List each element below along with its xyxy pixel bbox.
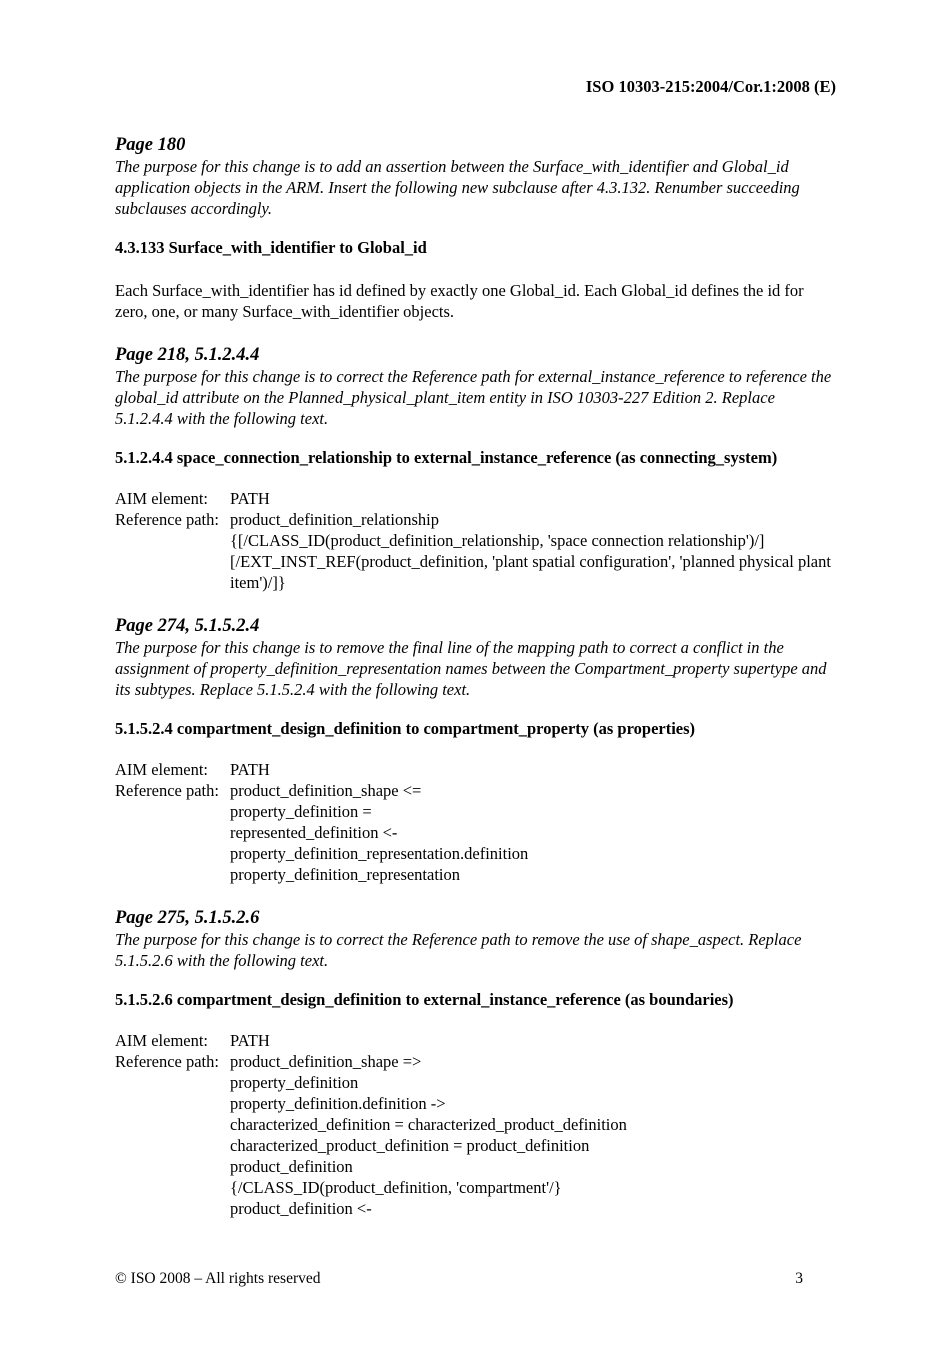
clause-title: 5.1.5.2.4 compartment_design_definition to compartment_property (as properties) [115,719,696,738]
aim-element-row [115,488,835,509]
change-section-page-275 [115,907,835,1219]
reference-path-line: {/CLASS_ID(product_definition, 'compartment'/} [230,1178,562,1197]
reference-path-line: property_definition_representation [230,865,461,884]
reference-path-row [115,1051,835,1072]
change-section-page-180 [115,134,835,322]
page-footer [115,1268,803,1289]
aim-element-label: AIM element: [115,760,209,779]
mapping-block [115,1030,835,1219]
clause-title: 5.1.2.4.4 space_connection_relationship to external_instance_reference (as connecting_system) [115,448,778,467]
reference-path-line: property_definition [230,1073,359,1092]
document-content [115,134,835,1219]
clause-body: Each Surface_with_identifier has id defined by exactly one Global_id. Each Global_id defines the id for zero, one, or many Surface_with_identifier objects. [115,281,804,321]
change-page-ref: Page 275, 5.1.5.2.6 [115,908,260,928]
aim-element-label: AIM element: [115,1031,209,1050]
reference-path-line: product_definition [230,1157,353,1176]
reference-path-line: product_definition_relationship [230,510,439,529]
change-section-page-274 [115,615,835,885]
change-purpose: The purpose for this change is to remove the final line of the mapping path to correct a conflict in the assignment of property_definition_representation names between the Compartment_property supertype and its subtypes. Replace 5.1.5.2.4 with the following text. [115,638,827,699]
mapping-block [115,759,835,885]
aim-element-row [115,759,835,780]
change-purpose: The purpose for this change is to add an assertion between the Surface_with_identifier and Global_id application objects in the ARM. Insert the following new subclause after 4.3.132. Renumber succeeding subclauses accordingly. [115,157,800,218]
reference-path-line: characterized_definition = characterized_product_definition [230,1115,627,1134]
reference-path-line: product_definition <- [230,1199,372,1218]
reference-path-label: Reference path: [115,510,219,529]
clause-title: 4.3.133 Surface_with_identifier to Global_id [115,238,427,257]
reference-path-label: Reference path: [115,1052,219,1071]
change-purpose: The purpose for this change is to correct the Reference path to remove the use of shape_aspect. Replace 5.1.5.2.6 with the following text. [115,930,802,970]
change-page-ref: Page 218, 5.1.2.4.4 [115,345,260,365]
reference-path-line: property_definition = [230,802,372,821]
reference-path-row [115,509,835,530]
aim-element-value: PATH [230,489,270,508]
aim-element-value: PATH [230,1031,270,1050]
mapping-block [115,488,835,593]
change-page-ref: Page 274, 5.1.5.2.4 [115,616,260,636]
aim-element-value: PATH [230,760,270,779]
reference-path-line: property_definition.definition -> [230,1094,446,1113]
reference-path-line: {[/CLASS_ID(product_definition_relationship, 'space connection relationship')/] [230,531,765,550]
aim-element-label: AIM element: [115,489,209,508]
clause-title: 5.1.5.2.6 compartment_design_definition to external_instance_reference (as boundaries) [115,990,734,1009]
reference-path-row [115,780,835,801]
change-purpose: The purpose for this change is to correct the Reference path for external_instance_reference to reference the global_id attribute on the Planned_physical_plant_item entity in ISO 10303-227 Edition 2. Replace 5.1.2.4.4 with the following text. [115,367,832,428]
change-page-ref: Page 180 [115,135,186,155]
copyright-notice: © ISO 2008 – All rights reserved [115,1270,321,1287]
reference-path-label: Reference path: [115,781,219,800]
reference-path-line: product_definition_shape <= [230,781,422,800]
reference-path-line: characterized_product_definition = product_definition [230,1136,590,1155]
reference-path-line: product_definition_shape => [230,1052,422,1071]
document-id-header: ISO 10303-215:2004/Cor.1:2008 (E) [585,77,836,96]
reference-path-line: represented_definition <- [230,823,398,842]
change-section-page-218 [115,344,835,593]
page-number: 3 [795,1270,803,1287]
aim-element-row [115,1030,835,1051]
reference-path-line: [/EXT_INST_REF(product_definition, 'plant spatial configuration', 'planned physical plant item')/]} [230,552,831,592]
reference-path-line: property_definition_representation.definition [230,844,529,863]
